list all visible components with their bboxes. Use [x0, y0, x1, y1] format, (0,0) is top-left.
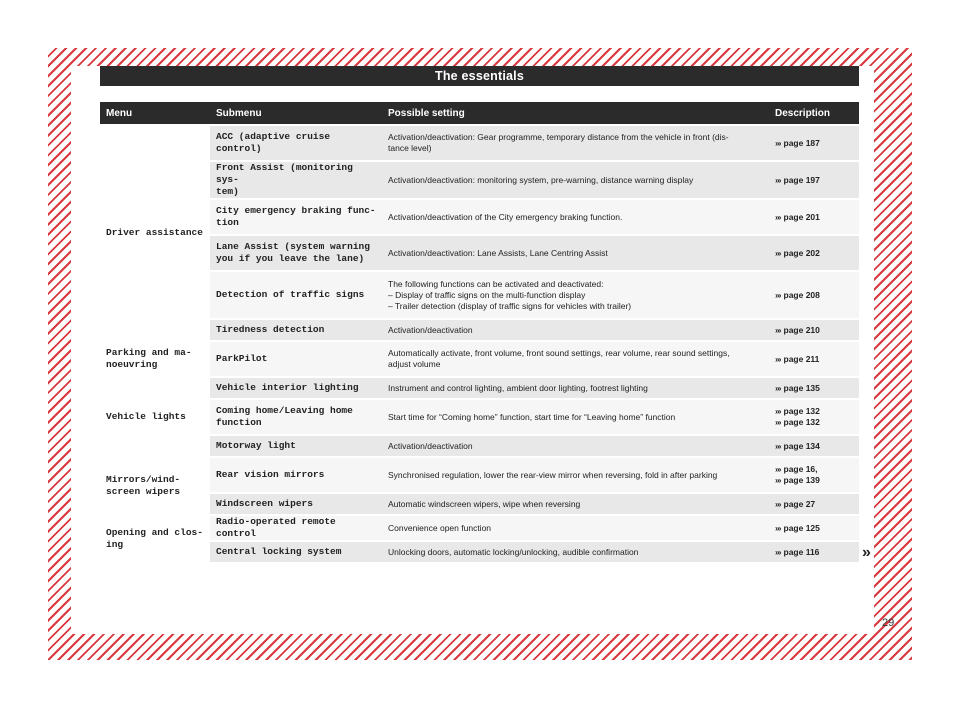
setting-cell: Start time for “Coming home” function, start time for “Leaving home” function [382, 400, 769, 434]
chevron-right-icon: ››› [775, 406, 781, 416]
chevron-right-icon: ››› [775, 464, 781, 474]
submenu-cell: ParkPilot [210, 342, 382, 376]
chevron-right-icon: ››› [775, 289, 781, 300]
setting-cell: Unlocking doors, automatic locking/unlocking, audible confirmation [382, 542, 769, 562]
chevron-right-icon: ››› [775, 522, 781, 533]
table-row [100, 516, 859, 540]
page-reference[interactable]: ››› page 208 [769, 272, 859, 318]
page-reference[interactable]: ››› page 16, ››› page 139 [769, 458, 859, 492]
page-reference[interactable]: ››› page 202 [769, 236, 859, 270]
page-reference[interactable]: ››› page 211 [769, 342, 859, 376]
setting-cell: Activation/deactivation: monitoring system, pre-warning, distance warning display [382, 162, 769, 198]
setting-cell: The following functions can be activated and deactivated: – Display of traffic signs on the multi-function display – Trailer detection (display of traffic signs for vehicles with trailer) [382, 272, 769, 318]
page-reference[interactable]: ››› page 132 ››› page 132 [769, 400, 859, 434]
chevron-right-icon: ››› [775, 440, 781, 451]
header-menu: Menu [100, 102, 210, 124]
header-possible-setting: Possible setting [382, 102, 769, 124]
chevron-right-icon: ››› [775, 475, 781, 485]
chevron-right-icon: ››› [775, 498, 781, 509]
page-title: The essentials [100, 66, 859, 86]
chevron-right-icon: ››› [775, 324, 781, 335]
menu-parking-manoeuvring: Parking and ma- noeuvring [100, 342, 210, 376]
submenu-cell: Front Assist (monitoring sys- tem) [210, 162, 382, 198]
table-header-row [100, 102, 859, 124]
setting-cell: Automatically activate, front volume, front sound settings, rear volume, rear sound settings, adjust volume [382, 342, 769, 376]
table-row [100, 200, 859, 234]
chevron-right-icon: ››› [775, 417, 781, 427]
page-reference[interactable]: ››› page 135 [769, 378, 859, 398]
menu-vehicle-lights: Vehicle lights [100, 378, 210, 456]
menu-driver-assistance: Driver assistance [100, 126, 210, 340]
page-reference[interactable]: ››› page 210 [769, 320, 859, 340]
table-row [100, 320, 859, 340]
chevron-right-icon: ››› [775, 247, 781, 258]
page-reference[interactable]: ››› page 197 [769, 162, 859, 198]
table-row [100, 126, 859, 160]
page-reference[interactable]: ››› page 134 [769, 436, 859, 456]
setting-cell: Instrument and control lighting, ambient door lighting, footrest lighting [382, 378, 769, 398]
page-number: 29 [882, 617, 895, 629]
submenu-cell: Tiredness detection [210, 320, 382, 340]
submenu-cell: Rear vision mirrors [210, 458, 382, 492]
table-row [100, 494, 859, 514]
submenu-cell: Windscreen wipers [210, 494, 382, 514]
page-reference[interactable]: ››› page 116 [769, 542, 859, 562]
page-reference[interactable]: ››› page 27 [769, 494, 859, 514]
chevron-right-icon: ››› [775, 382, 781, 393]
table-row [100, 458, 859, 492]
setting-cell: Activation/deactivation [382, 436, 769, 456]
page-reference[interactable]: ››› page 125 [769, 516, 859, 540]
table-row [100, 400, 859, 434]
table-row [100, 272, 859, 318]
setting-cell: Automatic windscreen wipers, wipe when reversing [382, 494, 769, 514]
setting-cell: Activation/deactivation: Lane Assists, Lane Centring Assist [382, 236, 769, 270]
table-row [100, 436, 859, 456]
page-reference[interactable]: ››› page 187 [769, 126, 859, 160]
submenu-cell: Detection of traffic signs [210, 272, 382, 318]
submenu-cell: Vehicle interior lighting [210, 378, 382, 398]
setting-cell: Activation/deactivation of the City emergency braking function. [382, 200, 769, 234]
submenu-cell: Radio-operated remote control [210, 516, 382, 540]
chevron-right-icon: ››› [775, 353, 781, 364]
submenu-cell: Central locking system [210, 542, 382, 562]
page-reference[interactable]: ››› page 201 [769, 200, 859, 234]
header-submenu: Submenu [210, 102, 382, 124]
table-row [100, 162, 859, 198]
chevron-right-icon: ››› [775, 174, 781, 185]
setting-cell: Activation/deactivation [382, 320, 769, 340]
table-row [100, 342, 859, 376]
setting-cell: Convenience open function [382, 516, 769, 540]
submenu-cell: Lane Assist (system warning you if you leave the lane) [210, 236, 382, 270]
table-row [100, 236, 859, 270]
menu-mirrors-windscreen-wipers: Mirrors/wind- screen wipers [100, 458, 210, 514]
chevron-right-icon: ››› [775, 211, 781, 222]
header-description: Description [769, 102, 859, 124]
submenu-cell: Coming home/Leaving home function [210, 400, 382, 434]
chevron-right-icon: ››› [775, 546, 781, 557]
submenu-cell: City emergency braking func- tion [210, 200, 382, 234]
essentials-table [100, 100, 859, 564]
continue-icon: » [862, 544, 871, 561]
setting-cell: Synchronised regulation, lower the rear-view mirror when reversing, fold in after parking [382, 458, 769, 492]
menu-opening-closing: Opening and clos- ing [100, 516, 210, 562]
submenu-cell: ACC (adaptive cruise control) [210, 126, 382, 160]
chevron-right-icon: ››› [775, 137, 781, 148]
submenu-cell: Motorway light [210, 436, 382, 456]
table-row [100, 542, 859, 562]
table-row [100, 378, 859, 398]
setting-cell: Activation/deactivation: Gear programme, temporary distance from the vehicle in front (dis- tance level) [382, 126, 769, 160]
